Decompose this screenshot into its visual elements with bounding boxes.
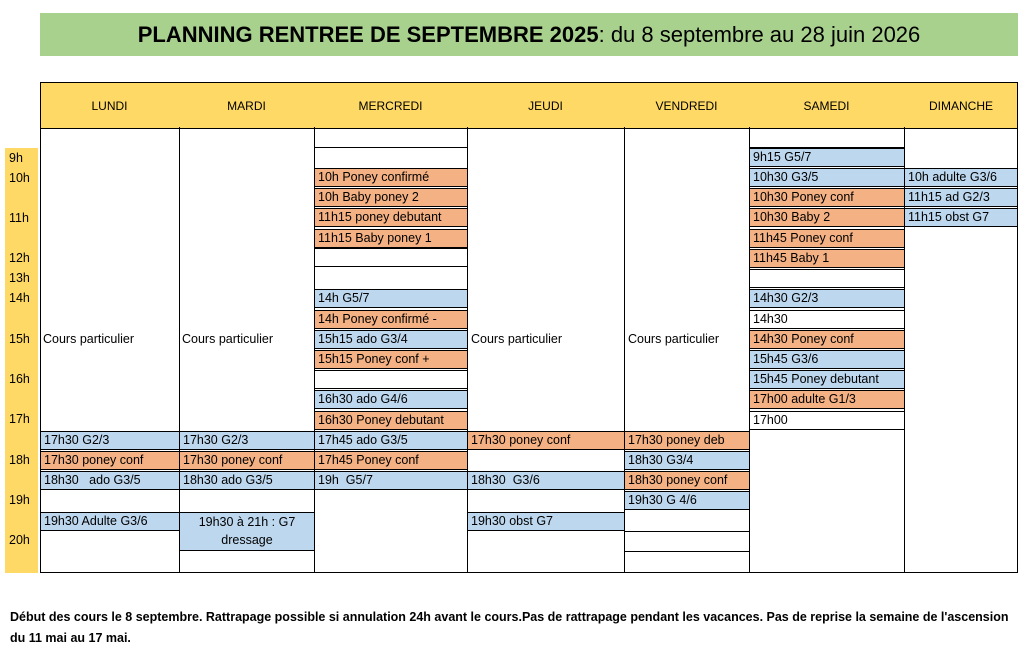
day-header-lundi: LUNDI <box>91 98 128 113</box>
samedi-slot: 10h30 Baby 2 <box>749 208 905 227</box>
title-bold: PLANNING RENTREE DE SEPTEMBRE 2025 <box>137 21 599 47</box>
hour-label: 15h <box>9 332 30 346</box>
vendredi-slot: 17h30 poney deb <box>624 431 750 450</box>
mercredi-slot: 14h G5/7 <box>314 289 468 308</box>
vendredi-slot: 18h30 poney conf <box>624 471 750 490</box>
lundi-slot: 17h30 poney conf <box>40 451 180 470</box>
vendredi-slot: 19h30 G 4/6 <box>624 491 750 510</box>
day-header-dimanche: DIMANCHE <box>928 98 993 113</box>
hour-label: 18h <box>9 453 30 467</box>
day-header-samedi: SAMEDI <box>803 98 850 113</box>
mercredi-slot: 10h Poney confirmé <box>314 168 468 187</box>
hour-label: 13h <box>9 271 30 285</box>
samedi-slot: 14h30 <box>749 310 905 329</box>
samedi-slot: 11h45 Baby 1 <box>749 249 905 268</box>
hour-label: 19h <box>9 493 30 507</box>
lundi-private-lesson: Cours particulier <box>43 332 135 346</box>
vendredi-slot: 18h30 G3/4 <box>624 451 750 470</box>
dimanche-slot: 11h15 obst G7 <box>904 208 1018 227</box>
mardi-private-lesson: Cours particulier <box>182 332 274 346</box>
grid-line <box>314 147 468 148</box>
jeudi-private-lesson: Cours particulier <box>471 332 563 346</box>
mardi-slot: 17h30 G2/3 <box>179 431 315 450</box>
mercredi-slot: 14h Poney confirmé - <box>314 310 468 329</box>
samedi-slot: 17h00 adulte G1/3 <box>749 390 905 409</box>
samedi-slot: 10h30 Poney conf <box>749 188 905 207</box>
mercredi-slot: 17h45 ado G3/5 <box>314 431 468 450</box>
samedi-slot: 14h30 G2/3 <box>749 289 905 308</box>
mercredi-slot: 15h15 ado G3/4 <box>314 330 468 349</box>
day-header-row <box>40 82 1018 129</box>
samedi-slot: 15h45 Poney debutant <box>749 370 905 389</box>
grid-line <box>179 127 180 573</box>
hour-column <box>5 148 38 573</box>
mercredi-slot: 17h45 Poney conf <box>314 451 468 470</box>
day-header-mardi: MARDI <box>227 98 266 113</box>
hour-label: 20h <box>9 533 30 547</box>
grid-line <box>624 531 750 532</box>
hour-label: 16h <box>9 372 30 386</box>
jeudi-slot: 18h30 G3/6 <box>467 471 625 490</box>
samedi-slot: 15h45 G3/6 <box>749 350 905 369</box>
grid-line <box>40 82 41 573</box>
mardi-slot-dressage <box>179 512 315 551</box>
mercredi-slot: 19h G5/7 <box>314 471 468 490</box>
mardi-slot: 17h30 poney conf <box>179 451 315 470</box>
jeudi-slot: 19h30 obst G7 <box>467 512 625 531</box>
mercredi-slot: 10h Baby poney 2 <box>314 188 468 207</box>
day-header-vendredi: VENDREDI <box>655 98 718 113</box>
hour-label: 17h <box>9 412 30 426</box>
title-dates: : du 8 septembre au 28 juin 2026 <box>598 21 921 47</box>
mercredi-slot: 11h15 poney debutant <box>314 208 468 227</box>
day-header-jeudi: JEUDI <box>528 98 563 113</box>
mercredi-slot: 15h15 Poney conf + <box>314 350 468 369</box>
mercredi-slot: 11h15 Baby poney 1 <box>314 229 468 248</box>
samedi-empty-slot <box>749 269 905 288</box>
mardi-slot: 18h30 ado G3/5 <box>179 471 315 490</box>
lundi-slot: 17h30 G2/3 <box>40 431 180 450</box>
mercredi-empty-slot <box>314 248 468 267</box>
page-title <box>40 13 1018 56</box>
vendredi-private-lesson: Cours particulier <box>628 332 720 346</box>
lundi-slot: 18h30 ado G3/5 <box>40 471 180 490</box>
hour-label: 11h <box>9 211 29 225</box>
grid-line <box>1017 82 1018 573</box>
dimanche-slot: 10h adulte G3/6 <box>904 168 1018 187</box>
hour-label: 9h <box>9 151 23 165</box>
mercredi-empty-slot <box>314 370 468 389</box>
hour-label: 10h <box>9 171 30 185</box>
lundi-slot: 19h30 Adulte G3/6 <box>40 512 180 531</box>
mardi-dressage-line1: 19h30 à 21h : G7 <box>198 515 296 529</box>
samedi-slot: 11h45 Poney conf <box>749 229 905 248</box>
dimanche-slot: 11h15 ad G2/3 <box>904 188 1018 207</box>
samedi-slot: 9h15 G5/7 <box>749 148 905 167</box>
hour-label: 14h <box>9 291 30 305</box>
mardi-dressage-line2: dressage <box>221 533 273 547</box>
mercredi-slot: 16h30 Poney debutant <box>314 411 468 430</box>
footer-note: Début des cours le 8 septembre. Rattrapage possible si annulation 24h avant le cours.Pas de rattrapage pendant les vacances. Pas de reprise la semaine de l'ascension du 11 mai au 17 mai. <box>10 610 1009 645</box>
hour-label: 12h <box>9 251 30 265</box>
jeudi-slot: 17h30 poney conf <box>467 431 625 450</box>
samedi-slot: 10h30 G3/5 <box>749 168 905 187</box>
grid-line <box>40 572 1018 573</box>
day-header-mercredi: MERCREDI <box>358 98 423 113</box>
samedi-slot: 17h00 <box>749 411 905 430</box>
samedi-slot: 14h30 Poney conf <box>749 330 905 349</box>
grid-line <box>624 551 750 552</box>
mercredi-slot: 16h30 ado G4/6 <box>314 390 468 409</box>
